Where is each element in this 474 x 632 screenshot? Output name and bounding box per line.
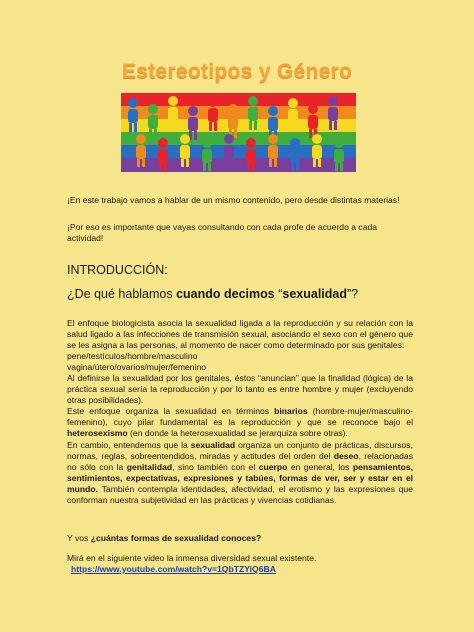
body2-s5: , relacionadas no sólo con la: [67, 451, 413, 472]
question-part-1: ¿De qué hablamos: [67, 287, 177, 301]
body1-e1: Este enfoque organiza la sexualidad en términos: [67, 406, 275, 416]
body-paragraph-sexuality: [67, 440, 413, 506]
question-forms: [67, 533, 413, 544]
question-part-5: ”?: [347, 287, 359, 301]
body1-line-b: pene/testículos/hombre/masculino: [67, 351, 198, 361]
question2-b: ¿cuántas formas de sexualidad conoces?: [90, 533, 262, 543]
body2-s4: deseo: [333, 451, 359, 461]
body2-s11: También contempla identidades, afectividad, el erotismo y las expresiones que conforman nuestra subjetividad en las prácticas y vivencias cotidianas.: [67, 484, 413, 505]
body2-s7: , sino también con el: [172, 462, 259, 472]
body1-e3: (hombre-mujer/masculino-femenino), cuyo pilar fundamental es la reproducción y que se reconoce bajo el: [67, 406, 413, 427]
intro-paragraph-1: ¡En este trabajo vamos a hablar de un mismo contenido, pero desde distintas materias!: [67, 195, 400, 205]
body1-line-c: vagina/útero/ovarios/mujer/femenino: [67, 362, 207, 372]
page-title: Estereotipos y Género: [121, 60, 353, 83]
body1-line-e: [67, 406, 413, 439]
body2-s2: sexualidad: [190, 440, 236, 450]
rainbow-people-icon: [121, 93, 356, 172]
body2-s8: cuerpo: [258, 462, 288, 472]
question-heading: [67, 287, 358, 301]
body1-e2: binarios: [274, 406, 308, 416]
body1-e4: heterosexismo: [67, 428, 128, 438]
body1-line-a: El enfoque biologicista asocia la sexualidad ligada a la reproducción y su relación con la salud ligado a las infecciones de transmisión sexual, asociando el sexo con el género que se les asigna a las personas, al momento de nacer como determinado por sus genitales:: [67, 318, 413, 350]
body-paragraph-biologicist: [67, 318, 413, 439]
question-part-4: sexualidad: [282, 287, 347, 301]
question-part-3: “: [274, 287, 283, 301]
body2-s3: organiza un conjunto de prácticas, discursos, normas, reglas, sobreentendidos, miradas y actitudes del orden del: [67, 440, 413, 461]
body2-s1: En cambio, entendemos que la: [67, 440, 191, 450]
rainbow-people-illustration: [121, 93, 356, 172]
intro-paragraph-2: ¡Por eso es importante que vayas consultando con cada profe de acuerdo a cada actividad!: [67, 222, 378, 243]
body1-e5: (en donde la heterosexualidad se jerarquiza sobre otras).: [127, 428, 348, 438]
body1-line-d: Al definirse la sexualidad por los genitales, éstos “anuncian” que la finalidad (lógica) de la práctica sexual sería la reproducción y por lo tanto es entre hombre y mujer (excluyendo otras posibilidades).: [67, 373, 413, 405]
question2-a: Y vos: [67, 533, 91, 543]
question-part-2: cuando decimos: [176, 287, 275, 301]
body2-s10: pensamientos, sentimientos, expectativas, expresiones y tabúes, formas de ver, ser y estar en el mundo.: [67, 462, 414, 494]
body2-s6: genitalidad: [126, 462, 173, 472]
video-link[interactable]: https://www.youtube.com/watch?v=1QbTZYiQ6BA: [71, 564, 276, 574]
section-heading: INTRODUCCIÓN:: [67, 263, 168, 277]
body2-s9: en general, los: [287, 462, 353, 472]
video-intro-text: Mirá en el siguiente video la inmensa diversidad sexual existente.: [67, 553, 317, 563]
